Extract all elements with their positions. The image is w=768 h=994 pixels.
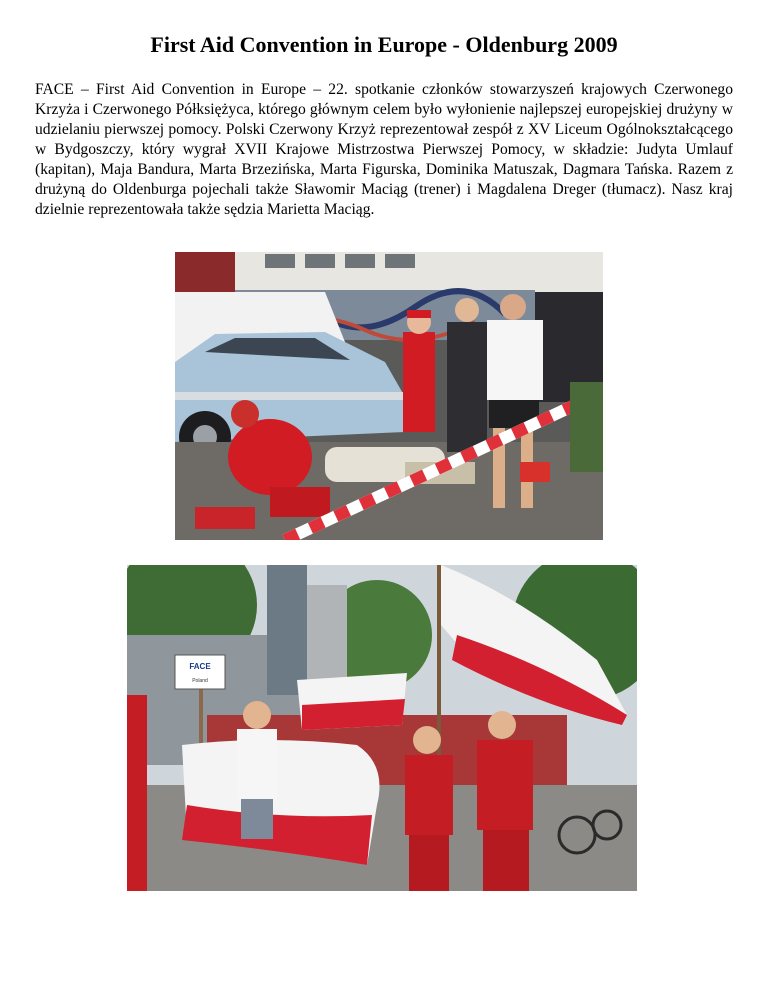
first-aid-scene-photo xyxy=(175,252,603,540)
page-title: First Aid Convention in Europe - Oldenburg 2009 xyxy=(150,32,618,57)
parade-sign-subtitle: Poland xyxy=(192,678,208,684)
parade-photo xyxy=(127,565,637,891)
parade-sign-title: FACE xyxy=(189,662,211,671)
body-paragraph: FACE – First Aid Convention in Europe – 22. spotkanie członków stowarzyszeń krajowych Czerwonego Krzyża i Czerwonego Półksiężyca, którego głównym celem było wyłonienie najlepszej europejskiej drużyny w udzielaniu pierwszej pomocy. Polski Czerwony Krzyż reprezentował zespół z XV Liceum Ogólnokształcącego w Bydgoszczy, który wygrał XVII Krajowe Mistrzostwa Pierwszej Pomocy, w składzie: Judyta Umlauf (kapitan), Maja Bandura, Marta Brzezińska, Marta Figurska, Dominika Matuszak, Dagmara Tańska. Razem z drużyną do Oldenburga pojechali także Sławomir Maciąg (trener) i Magdalena Dreger (tłumacz). Nasz kraj dzielnie reprezentowała także sędzia Marietta Maciąg. xyxy=(35,81,733,218)
